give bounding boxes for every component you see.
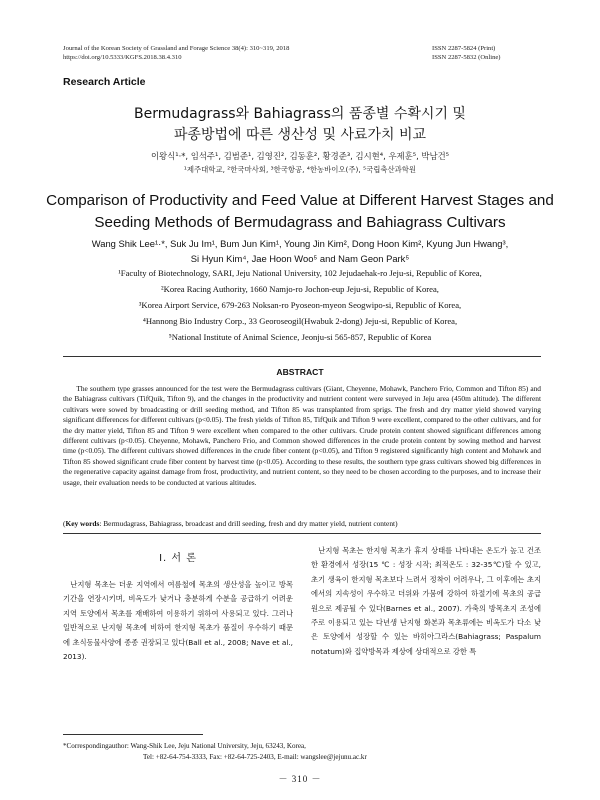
footnote-rule	[63, 734, 203, 735]
issn-print: ISSN 2287-5824 (Print)	[432, 45, 496, 52]
running-header-left	[63, 44, 289, 62]
korean-title-line2: 파종방법에 따른 생산성 및 사료가치 비교	[173, 127, 427, 143]
journal-citation: Journal of the Korean Society of Grassland and Forage Science 38(4): 310~319, 2018	[63, 45, 290, 52]
keywords-label: Key words	[65, 519, 100, 528]
english-authors-line1: Wang Shik Lee¹·*, Suk Ju Im¹, Bum Jun Kim¹, Young Jin Kim², Dong Hoon Kim², Kyung Jun Hwang³,	[91, 238, 509, 249]
affiliation-4: ⁴Hannong Bio Industry Corp., 33 Georoseogil(Hwabuk 2-dong) Jeju-si, Republic of Korea,	[142, 316, 458, 326]
abstract-text: The southern type grasses announced for the test were the Bermudagrass cultivars (Giant, Cheyenne, Mohawk, Panchero Frio, Common and Tifton 85) and the Bahiagrass cultivars (TifQuik, Tifton 9), and the changes in the productivity and nutrient content were surveyed in Jeju area (450m altitude). The different cultivars were sowed by broadcasting or drill seeding method, and Tifton 85 was transplanted from sprigs. The fresh and dry matter yield showed varying significant differences for different cultivars (p<0.05). The fresh yields of Tifton 85, TifQuik and Tifton 9 were excellent, compared to the other cultivars, and for the dry matter yield, Tifton 85 and Tifton 9 were excellent when compared to the other cultivars. Crude protein content showed significant differences among different cultivars (p<0.05). Cheyenne, Mohawk, Panchero Frio, and Common showed differences in the crude protein content by sowing method and harvest time (p<0.05). The different cultivars showed differences in the crude fiber content (p<0.05), and Tifton 9 registered significantly high content and Mohawk and Tifton 85 showed significant crude fiber content by harvest time (p<0.05). According to these results, the southern type grass cultivars showed big differences in the regenerative capacity against damage from frost, productivity, and nutrient content, so they need to be chosen according to the purposes, and to increase their usage, their evaluation needs to be conducted at various altitudes.	[63, 384, 541, 487]
english-title-line1: Comparison of Productivity and Feed Value at Different Harvest Stages and	[46, 192, 554, 209]
footnote-line1: *Correspondingauthor: Wang-Shik Lee, Jeju National University, Jeju, 63243, Korea,	[63, 742, 306, 750]
issn-online: ISSN 2287-5832 (Online)	[432, 54, 501, 61]
abstract-heading: ABSTRACT	[276, 367, 324, 377]
article-type-label: Research Article	[63, 76, 146, 88]
korean-affiliations: ¹제주대학교, ²한국마사회, ³한국항공, ⁴한농바이오(주), ⁵국립축산과학원	[183, 165, 417, 174]
doi-link[interactable]: https://doi.org/10.5333/KGFS.2018.38.4.310	[63, 54, 182, 61]
affiliation-5: ⁵National Institute of Animal Science, Jeonju-si 565-857, Republic of Korea	[168, 332, 432, 342]
keywords: (Key words: Bermudagrass, Bahiagrass, broadcast and drill seeding, fresh and dry matter yield, nutrient content)	[63, 519, 398, 528]
english-authors-line2: Si Hyun Kim⁴, Jae Hoon Woo⁵ and Nam Geon Park⁵	[190, 253, 410, 264]
abstract-bottom-rule	[63, 533, 541, 534]
korean-authors: 이왕식¹·*, 임석주¹, 김범준¹, 김영진², 김동훈², 황경준³, 김시현⁴, 우제훈⁵, 박남건⁵	[150, 151, 450, 161]
footnote-line2: Tel: +82-64-754-3333, Fax: +82-64-725-2403, E-mail: wangslee@jejunu.ac.kr	[143, 753, 367, 761]
affiliation-3: ³Korea Airport Service, 679-263 Noksan-ro Pyoseon-myeon Seogwipo-si, Republic of Korea,	[138, 300, 462, 310]
keywords-list: : Bermudagrass, Bahiagrass, broadcast and drill seeding, fresh and dry matter yield, nutrient content)	[99, 519, 398, 528]
affiliation-1: ¹Faculty of Biotechnology, SARI, Jeju National University, 102 Jejudaehak-ro Jeju-si, Republic of Korea,	[118, 268, 482, 278]
section-heading-introduction: Ⅰ. 서 론	[159, 553, 197, 564]
running-header-right	[432, 44, 540, 62]
affiliation-2: ²Korea Racing Authority, 1660 Namjo-ro Jochon-eup Jeju-si, Republic of Korea,	[161, 284, 439, 294]
page-number: － 310 －	[278, 774, 322, 784]
intro-paragraph-2: 난지형 목초는 한지형 목초가 휴지 상태를 나타내는 온도가 높고 건조한 환경에서 성장(15 ℃ : 성장 시작; 최적온도 : 32-35℃)할 수 있고, 초기 생육이 한지형 목초보다 느려서 정착이 어려우나, 그 이후에는 초지에서의 지속성이 우수하고 더위와 가뭄에 강하여 하절기에 목초의 공급원으로 제공될 수 있다(Barnes et al., 2007). 가축의 방목초지 조성에 주로 이용되고 있는 다년생 난지형 화본과 목초류에는 비옥도가 다소 낮은 토양에서 성장할 수 있는 바히아그라스(Bahiagrass; Paspalum notatum)와 집약방목과 제상에 상대적으로 강한 특	[311, 546, 541, 656]
corresponding-author-footnote	[63, 741, 541, 763]
body-column-right	[311, 544, 541, 659]
korean-title-line1: Bermudagrass와 Bahiagrass의 품종별 수확시기 및	[134, 106, 466, 122]
intro-paragraph-1: 난지형 목초는 더운 지역에서 여름철에 목초의 생산성을 높이고 방목기간을 연장시키며, 비옥도가 낮거나 충분하게 수분을 공급하기 어려운 지역 토양에서 목초를 재배하여 이용하기 위하여 사용되고 있다. 그러나 일반적으로 난지형 목초에 비하여 한지형 목초가 품질이 우수하기 때문에 초식동물사양에 종종 권장되고 있다(Ball et al., 2008; Nave et al., 2013).	[63, 580, 293, 662]
english-title-line2: Seeding Methods of Bermudagrass and Bahiagrass Cultivars	[94, 214, 506, 231]
abstract-top-rule	[63, 356, 541, 357]
